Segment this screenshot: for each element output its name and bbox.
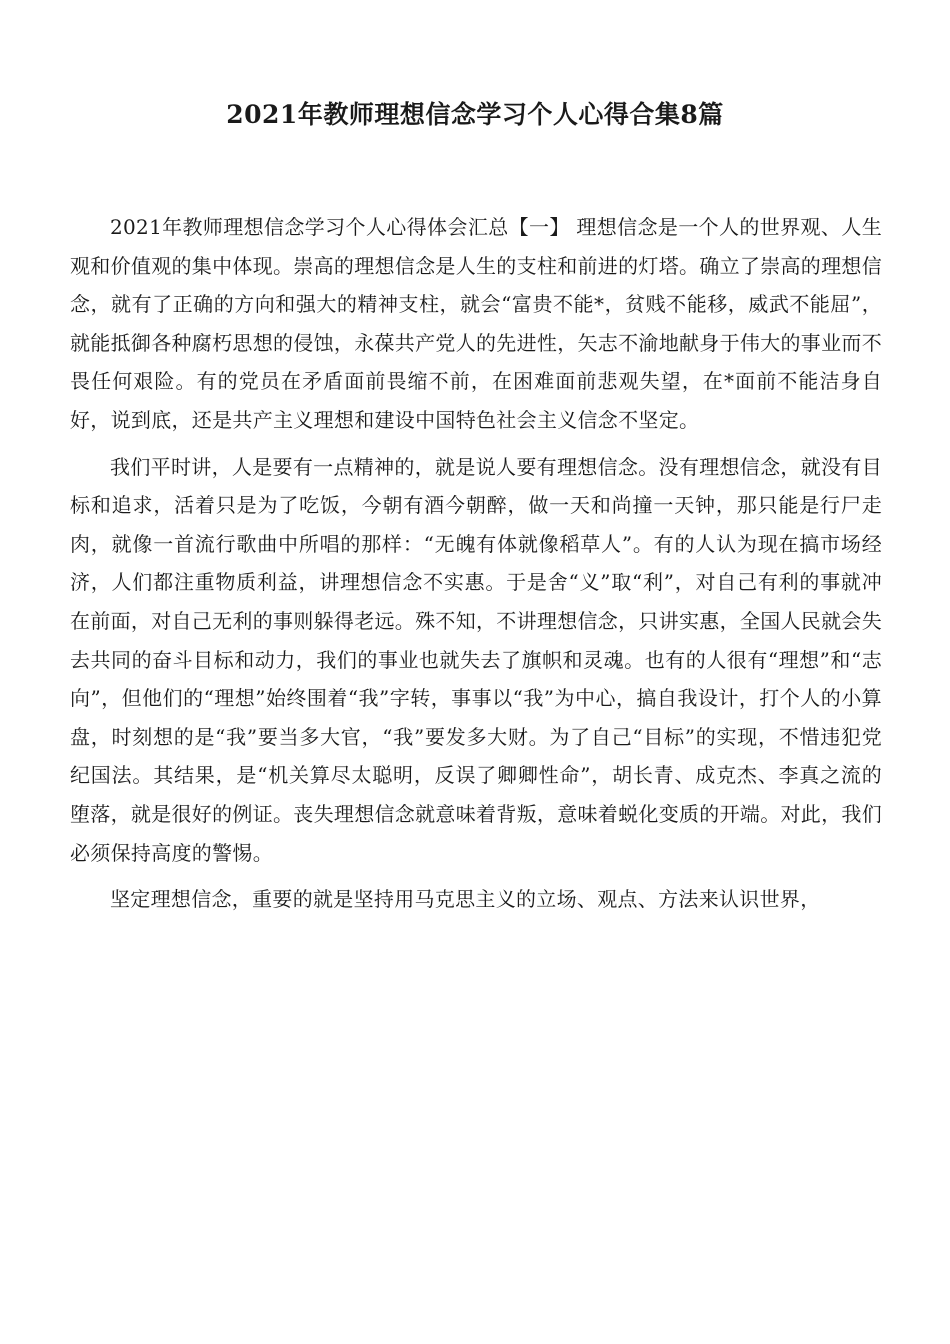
document-body bbox=[70, 208, 882, 927]
paragraph-2: 我们平时讲，人是要有一点精神的，就是说人要有理想信念。没有理想信念，就没有目标和追求，活着只是为了吃饭，今朝有酒今朝醉，做一天和尚撞一天钟，那只能是行尸走肉，就像一首流行歌曲中所唱的那样：“无魄有体就像稻草人”。有的人认为现在搞市场经济，人们都注重物质利益，讲理想信念不实惠。于是舍“义”取“利”，对自己有利的事就冲在前面，对自己无利的事则躲得老远。殊不知，不讲理想信念，只讲实惠，全国人民就会失去共同的奋斗目标和动力，我们的事业也就失去了旗帜和灵魂。也有的人很有“理想”和“志向”，但他们的“理想”始终围着“我”字转，事事以“我”为中心，搞自我设计，打个人的小算盘，时刻想的是“我”要当多大官，“我”要发多大财。为了自己“目标”的实现，不惜违犯党纪国法。其结果，是“机关算尽太聪明，反误了卿卿性命”，胡长青、成克杰、李真之流的堕落，就是很好的例证。丧失理想信念就意味着背叛，意味着蜕化变质的开端。对此，我们必须保持高度的警惕。 bbox=[70, 454, 882, 865]
paragraph-3: 坚定理想信念，重要的就是坚持用马克思主义的立场、观点、方法来认识世界， bbox=[110, 887, 821, 912]
paragraph-1: 2021年教师理想信念学习个人心得体会汇总【一】 理想信念是一个人的世界观、人生观和价值观的集中体现。崇高的理想信念是人生的支柱和前进的灯塔。确立了崇高的理想信念，就有了正确的方向和强大的精神支柱，就会“富贵不能*，贫贱不能移，威武不能屈”，就能抵御各种腐朽思想的侵蚀，永葆共产党人的先进性，矢志不渝地献身于伟大的事业而不畏任何艰险。有的党员在矛盾面前畏缩不前，在困难面前悲观失望，在*面前不能洁身自好，说到底，还是共产主义理想和建设中国特色社会主义信念不坚定。 bbox=[70, 215, 882, 432]
document-title: 2021年教师理想信念学习个人心得合集8篇 bbox=[226, 100, 724, 129]
